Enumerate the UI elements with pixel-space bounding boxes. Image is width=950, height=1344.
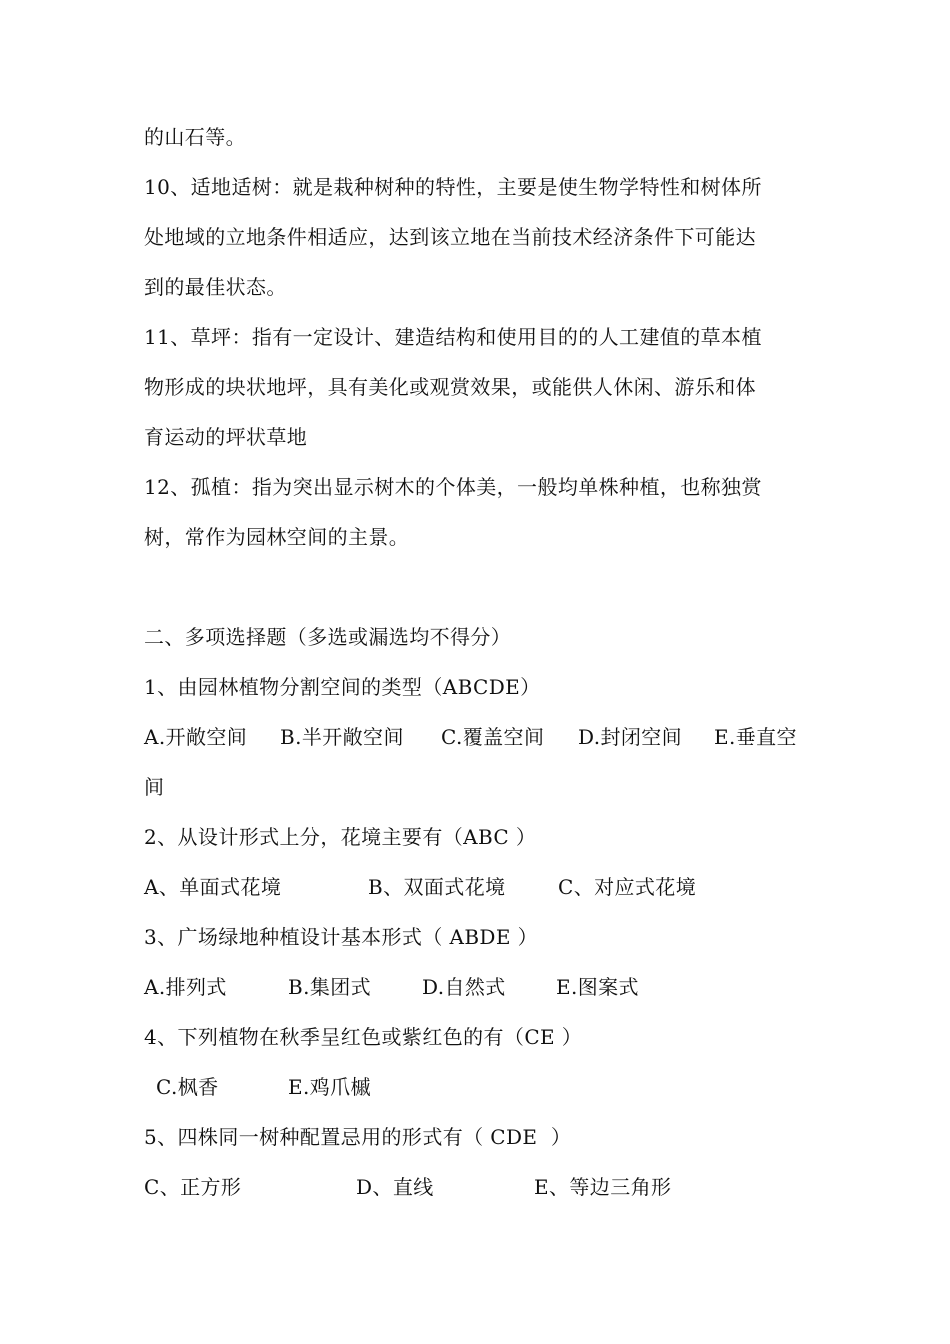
option: D、直线 <box>356 1175 434 1199</box>
question-5-options <box>144 1162 814 1212</box>
option: C.枫香 <box>156 1075 219 1099</box>
text-line: 12、孤植：指为突出显示树木的个体美，一般均单株种植，也称独赏 <box>144 475 762 499</box>
option: B.半开敞空间 <box>280 725 404 749</box>
text-line: 到的最佳状态。 <box>144 275 287 299</box>
option: E、等边三角形 <box>534 1175 672 1199</box>
option: D.封闭空间 <box>578 725 683 749</box>
question-5: 5、四株同一树种配置忌用的形式有（ CDE ） <box>144 1125 572 1149</box>
question-4-options <box>144 1062 814 1112</box>
text-line: 处地域的立地条件相适应，达到该立地在当前技术经济条件下可能达 <box>144 225 756 249</box>
document-page <box>144 112 814 1212</box>
question-1: 1、由园林植物分割空间的类型（ABCDE） <box>144 675 541 699</box>
question-1-options-wrap: 间 <box>144 775 165 799</box>
text-line: 树，常作为园林空间的主景。 <box>144 525 410 549</box>
option: C、正方形 <box>144 1175 242 1199</box>
text-line: 11、草坪：指有一定设计、建造结构和使用目的的人工建值的草本植 <box>144 325 762 349</box>
option: E.鸡爪槭 <box>288 1075 371 1099</box>
option: A.排列式 <box>144 975 227 999</box>
option: B、双面式花境 <box>368 875 506 899</box>
option: A、单面式花境 <box>144 875 282 899</box>
question-2-options <box>144 862 814 912</box>
text-line: 育运动的坪状草地 <box>144 425 308 449</box>
question-3: 3、广场绿地种植设计基本形式（ ABDE ） <box>144 925 539 949</box>
option: C、对应式花境 <box>558 875 697 899</box>
option: E.图案式 <box>556 975 639 999</box>
option: E.垂直空 <box>714 725 797 749</box>
question-1-options <box>144 712 814 762</box>
option: B.集团式 <box>288 975 372 999</box>
text-line: 物形成的块状地坪，具有美化或观赏效果，或能供人休闲、游乐和体 <box>144 375 756 399</box>
option: C.覆盖空间 <box>441 725 545 749</box>
question-3-options <box>144 962 814 1012</box>
question-4: 4、下列植物在秋季呈红色或紫红色的有（CE ） <box>144 1025 583 1049</box>
section-heading: 二、多项选择题（多选或漏选均不得分） <box>144 625 512 649</box>
text-line: 的山石等。 <box>144 125 246 149</box>
question-2: 2、从设计形式上分，花境主要有（ABC ） <box>144 825 537 849</box>
text-line: 10、适地适树：就是栽种树种的特性，主要是使生物学特性和树体所 <box>144 175 762 199</box>
option: A.开敞空间 <box>144 725 248 749</box>
option: D.自然式 <box>422 975 506 999</box>
blank-line <box>144 562 814 612</box>
